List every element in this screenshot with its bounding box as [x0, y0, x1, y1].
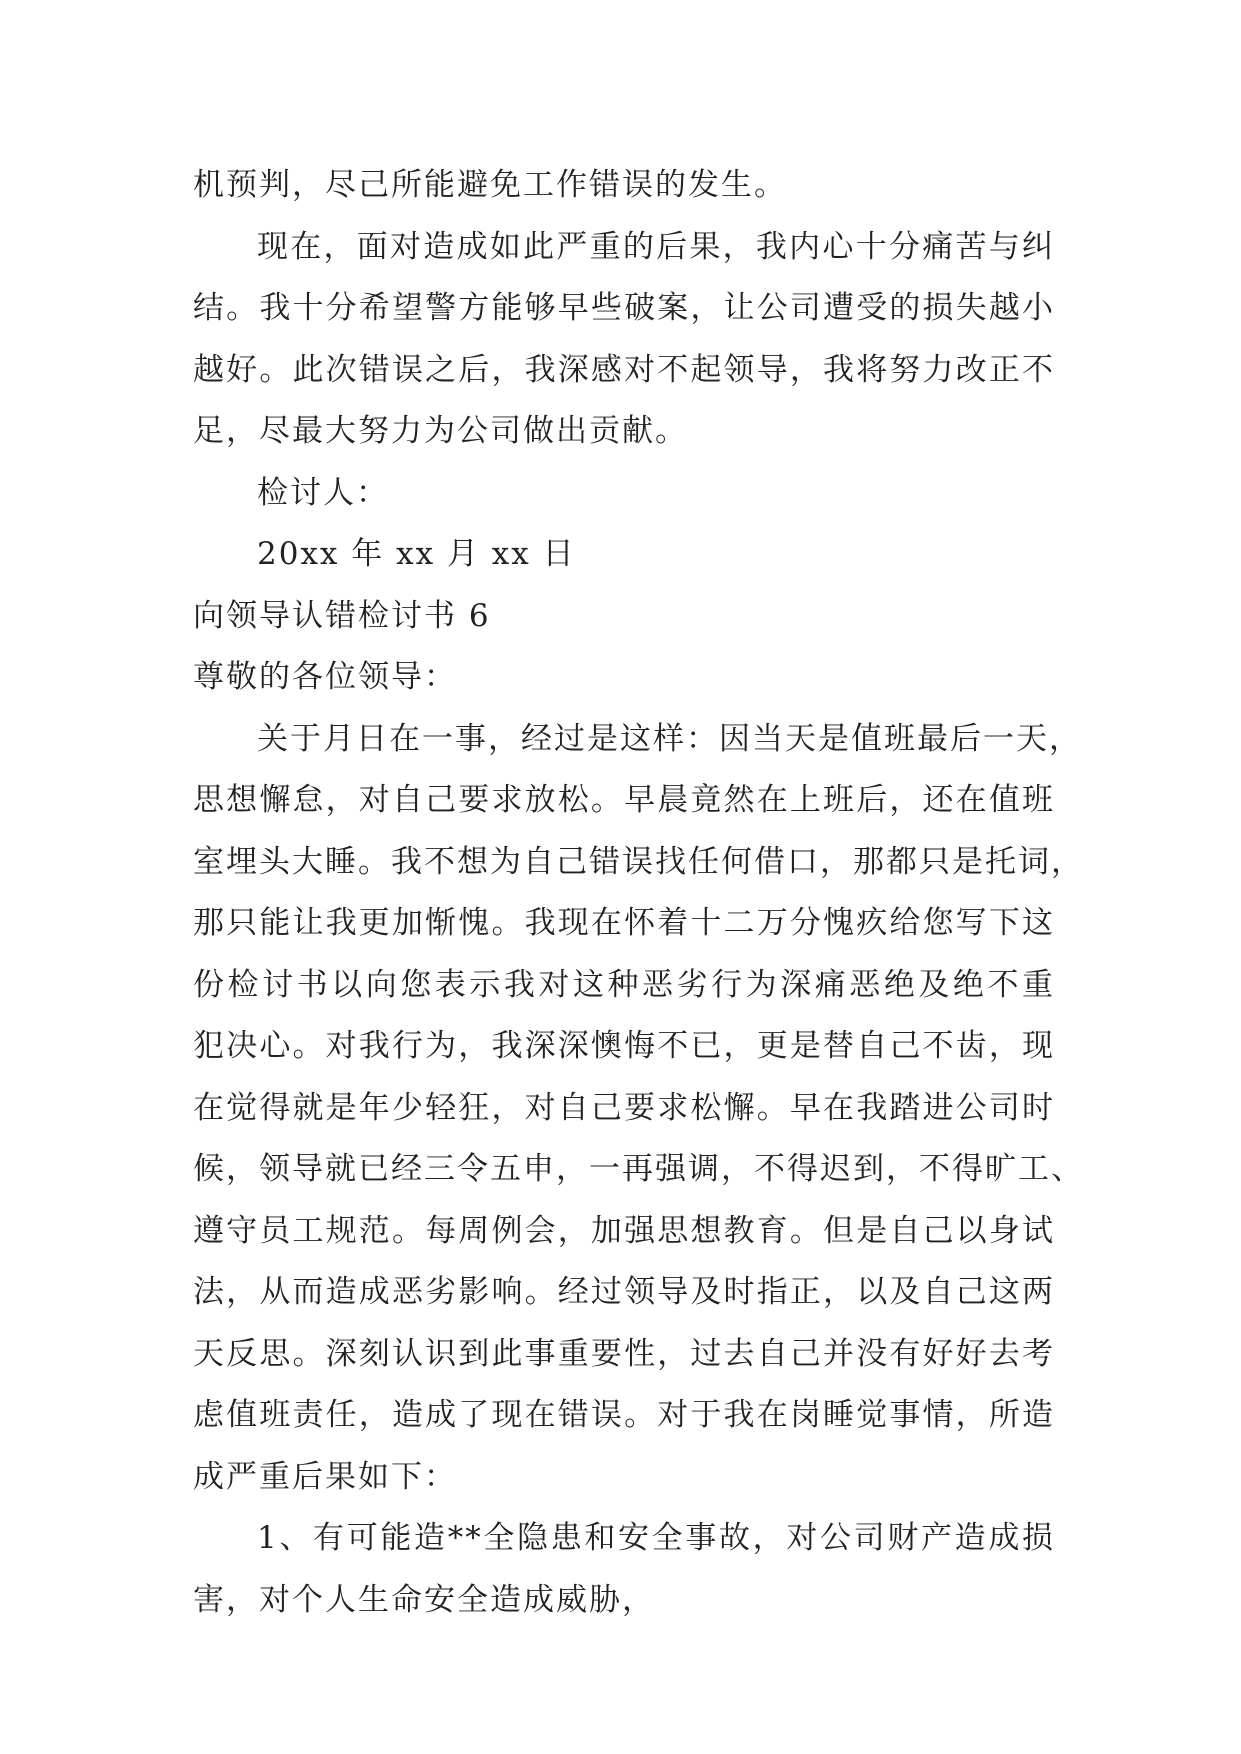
text-line: 那只能让我更加惭愧。我现在怀着十二万分愧疚给您写下这: [193, 905, 1055, 941]
text-line: 思想懈怠，对自己要求放松。早晨竟然在上班后，还在值班: [193, 782, 1055, 818]
text-line: 向领导认错检讨书 6: [193, 597, 491, 634]
text-line: 遵守员工规范。每周例会，加强思想教育。但是自己以身试: [193, 1212, 1055, 1249]
text-line: 天反思。深刻认识到此事重要性，过去自己并没有好好去考: [193, 1335, 1055, 1372]
document-body: [193, 155, 1084, 1631]
text-line: 机预判，尽己所能避免工作错误的发生。: [193, 167, 787, 203]
text-line: 候，领导就已经三令五申，一再强调，不得迟到，不得旷工、: [193, 1151, 1084, 1187]
text-line: 关于月日在一事，经过是这样：因当天是值班最后一天，: [257, 720, 1082, 757]
text-line: 尊敬的各位领导：: [193, 659, 457, 695]
text-line: 害，对个人生命安全造成威胁，: [193, 1581, 655, 1618]
text-line: 法，从而造成恶劣影响。经过领导及时指正，以及自己这两: [193, 1274, 1055, 1310]
text-line: 越好。此次错误之后，我深感对不起领导，我将努力改正不: [193, 351, 1055, 388]
text-line: 足，尽最大努力为公司做出贡献。: [193, 413, 688, 449]
text-line: 在觉得就是年少轻狂，对自己要求松懈。早在我踏进公司时: [193, 1089, 1055, 1126]
text-line: 成严重后果如下：: [193, 1458, 457, 1495]
text-line: 现在，面对造成如此严重的后果，我内心十分痛苦与纠: [257, 228, 1055, 265]
text-line: 检讨人：: [257, 474, 389, 511]
text-line: 结。我十分希望警方能够早些破案，让公司遭受的损失越小: [193, 290, 1055, 326]
text-line: 份检讨书以向您表示我对这种恶劣行为深痛恶绝及绝不重: [193, 966, 1055, 1003]
text-line: 1、有可能造**全隐患和安全事故，对公司财产造成损: [257, 1520, 1055, 1556]
text-line: 20xx 年 xx 月 xx 日: [257, 536, 576, 572]
text-line: 室埋头大睡。我不想为自己错误找任何借口，那都只是托词，: [193, 843, 1084, 880]
text-line: 虑值班责任，造成了现在错误。对于我在岗睡觉事情，所造: [193, 1397, 1055, 1433]
text-line: 犯决心。对我行为，我深深懊悔不已，更是替自己不齿，现: [193, 1028, 1055, 1064]
